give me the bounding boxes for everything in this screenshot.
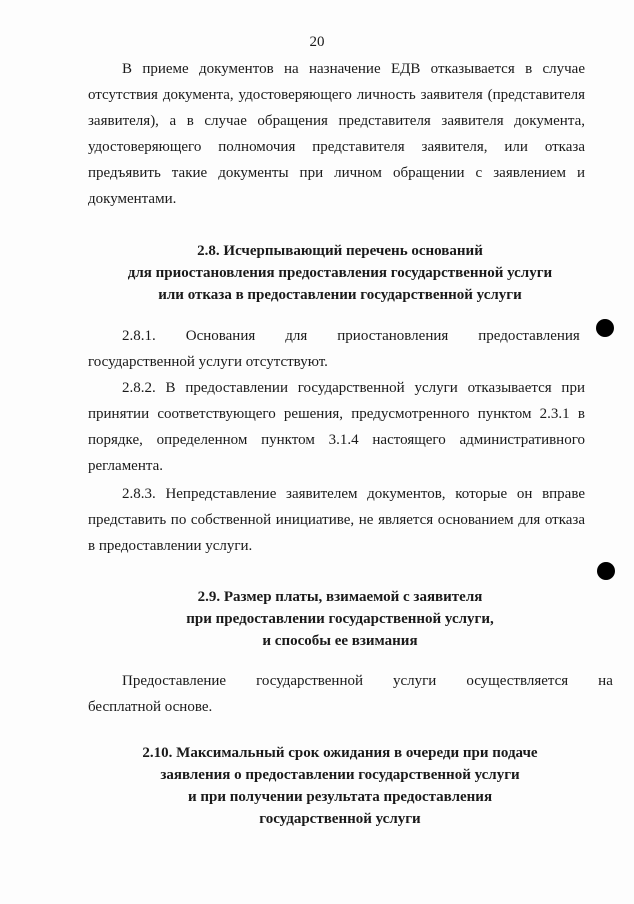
heading-line: заявления о предоставлении государственной услуги <box>160 767 520 783</box>
paragraph-2-9-free <box>88 668 613 720</box>
heading-line: при предоставлении государственной услуги, <box>186 611 494 627</box>
paragraph-line: 2.8.2. В предоставлении государственной услуги отказывается при <box>122 380 585 396</box>
paragraph-line: бесплатной основе. <box>88 699 213 715</box>
punch-hole-mark <box>597 562 615 580</box>
paragraph-line: документами. <box>88 191 177 207</box>
section-2-8-heading <box>60 240 620 306</box>
page-number: 20 <box>309 34 325 50</box>
heading-line: или отказа в предоставлении государственной услуги <box>158 287 522 303</box>
paragraph-line: государственной услуги отсутствуют. <box>88 354 328 370</box>
paragraph-line: удостоверяющего полномочия представителя заявителя, или отказа <box>88 139 585 155</box>
section-2-9-heading <box>60 586 620 652</box>
heading-line: для приостановления предоставления государственной услуги <box>127 265 553 281</box>
paragraph-line: в предоставлении услуги. <box>88 538 253 554</box>
paragraph-line: Предоставление государственной услуги осуществляется на <box>122 673 613 689</box>
paragraph-line: принятии соответствующего решения, предусмотренного пунктом 2.3.1 в <box>88 406 585 422</box>
heading-line: 2.10. Максимальный срок ожидания в очереди при подаче <box>142 745 538 761</box>
paragraph-line: 2.8.1. Основания для приостановления предоставления <box>122 328 580 344</box>
paragraph-line: заявителя), а в случае обращения представителя заявителя документа, <box>88 113 585 129</box>
paragraph-line: 2.8.3. Непредставление заявителем документов, которые он вправе <box>122 486 585 502</box>
paragraph-2-8-3 <box>88 481 585 559</box>
paragraph-line: отсутствия документа, удостоверяющего личность заявителя (представителя <box>88 87 585 103</box>
paragraph-2-8-2 <box>88 375 585 479</box>
heading-line: и способы ее взимания <box>262 633 418 649</box>
heading-line: 2.8. Исчерпывающий перечень оснований <box>197 243 483 259</box>
paragraph-line: В приеме документов на назначение ЕДВ отказывается в случае <box>122 61 585 77</box>
paragraph-line: представить по собственной инициативе, не является основанием для отказа <box>88 512 585 528</box>
heading-line: 2.9. Размер платы, взимаемой с заявителя <box>197 589 483 605</box>
paragraph-2-8-1 <box>88 323 585 375</box>
punch-hole-mark <box>596 319 614 337</box>
heading-line: государственной услуги <box>259 811 421 827</box>
paragraph-line: порядке, определенном пунктом 3.1.4 настоящего административного <box>88 432 585 448</box>
paragraph-edv-refusal <box>88 56 585 212</box>
heading-line: и при получении результата предоставления <box>187 789 493 805</box>
paragraph-line: регламента. <box>88 458 164 474</box>
section-2-10-heading <box>60 742 620 830</box>
paragraph-line: предъявить такие документы при личном обращении с заявлением и <box>88 165 585 181</box>
